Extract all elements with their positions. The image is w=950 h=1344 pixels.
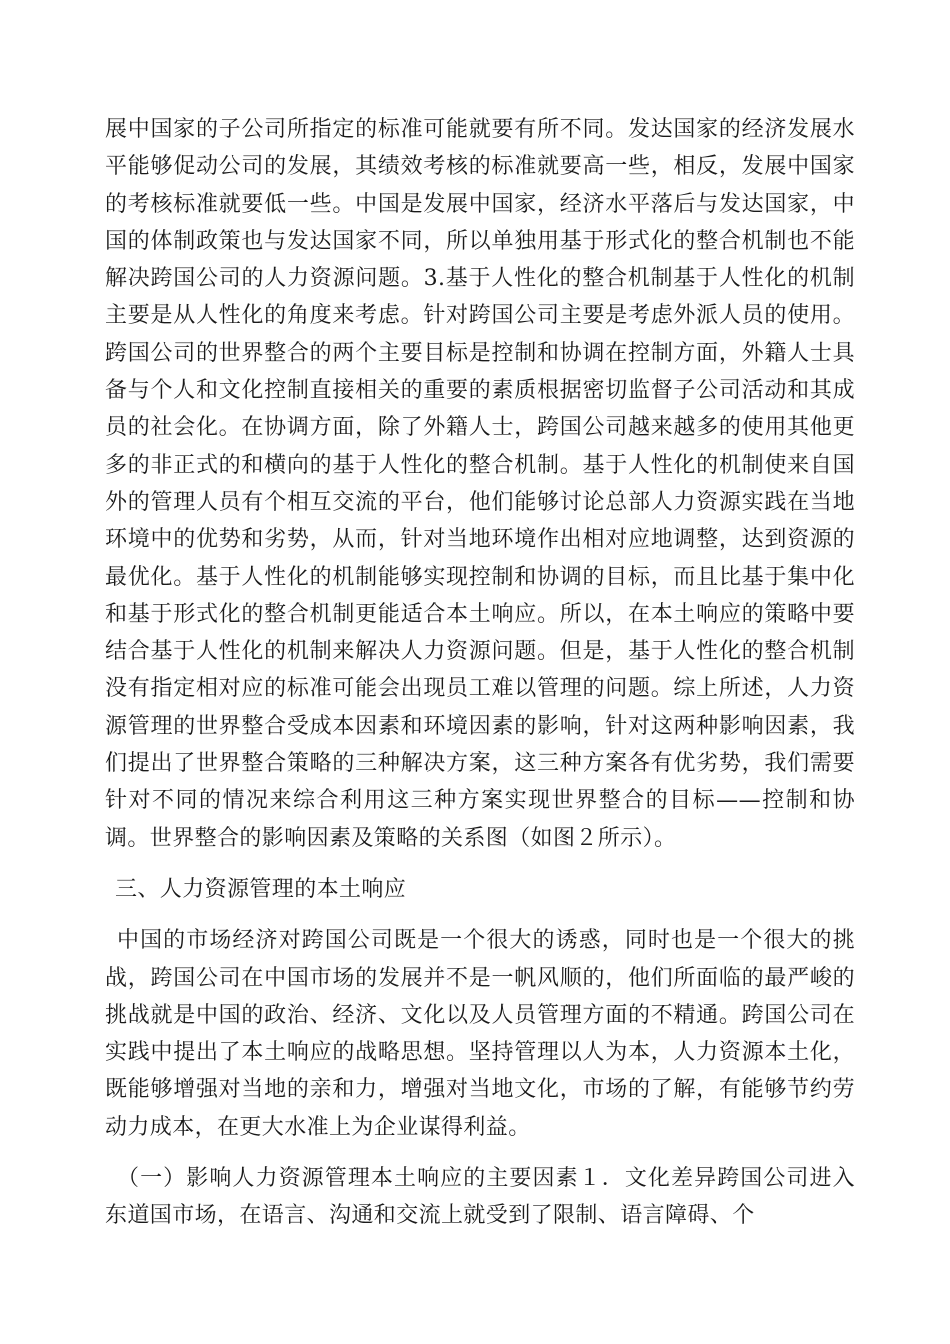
- body-paragraph: （一）影响人力资源管理本土响应的主要因素１．文化差异跨国公司进入东道国市场，在语言、沟通和交流上就受到了限制、语言障碍、个: [105, 1166, 855, 1229]
- document-body: [105, 111, 855, 1235]
- body-paragraph: 展中国家的子公司所指定的标准可能就要有所不同。发达国家的经济发展水平能够促动公司的发展，其绩效考核的标准就要高一些，相反，发展中国家的考核标准就要低一些。中国是发展中国家，经济水平落后与发达国家，中国的体制政策也与发达国家不同，所以单独用基于形式化的整合机制也不能解决跨国公司的人力资源问题。3.基于人性化的整合机制基于人性化的机制主要是从人性化的角度来考虑。针对跨国公司主要是考虑外派人员的使用。跨国公司的世界整合的两个主要目标是控制和协调在控制方面，外籍人士具备与个人和文化控制直接相关的重要的素质根据密切监督子公司活动和其成员的社会化。在协调方面，除了外籍人士，跨国公司越来越多的使用其他更多的非正式的和横向的基于人性化的整合机制。基于人性化的机制使来自国外的管理人员有个相互交流的平台，他们能够讨论总部人力资源实践在当地环境中的优势和劣势，从而，针对当地环境作出相对应地调整，达到资源的最优化。基于人性化的机制能够实现控制和协调的目标，而且比基于集中化和基于形式化的整合机制更能适合本土响应。所以，在本土响应的策略中要结合基于人性化的机制来解决人力资源问题。但是，基于人性化的整合机制没有指定相对应的标准可能会出现员工难以管理的问题。综上所述，人力资源管理的世界整合受成本因素和环境因素的影响，针对这两种影响因素，我们提出了世界整合策略的三种解决方案，这三种方案各有优劣势，我们需要针对不同的情况来综合利用这三种方案实现世界整合的目标——控制和协调。世界整合的影响因素及策略的关系图（如图２所示）。: [105, 117, 855, 851]
- body-paragraph: 中国的市场经济对跨国公司既是一个很大的诱惑，同时也是一个很大的挑战，跨国公司在中国市场的发展并不是一帆风顺的，他们所面临的最严峻的挑战就是中国的政治、经济、文化以及人员管理方面的不精通。跨国公司在实践中提出了本土响应的战略思想。坚持管理以人为本，人力资源本土化，既能够增强对当地的亲和力，增强对当地文化，市场的了解，有能够节约劳动力成本，在更大水准上为企业谋得利益。: [105, 928, 855, 1140]
- section-heading: 三、人力资源管理的本土响应: [115, 876, 407, 902]
